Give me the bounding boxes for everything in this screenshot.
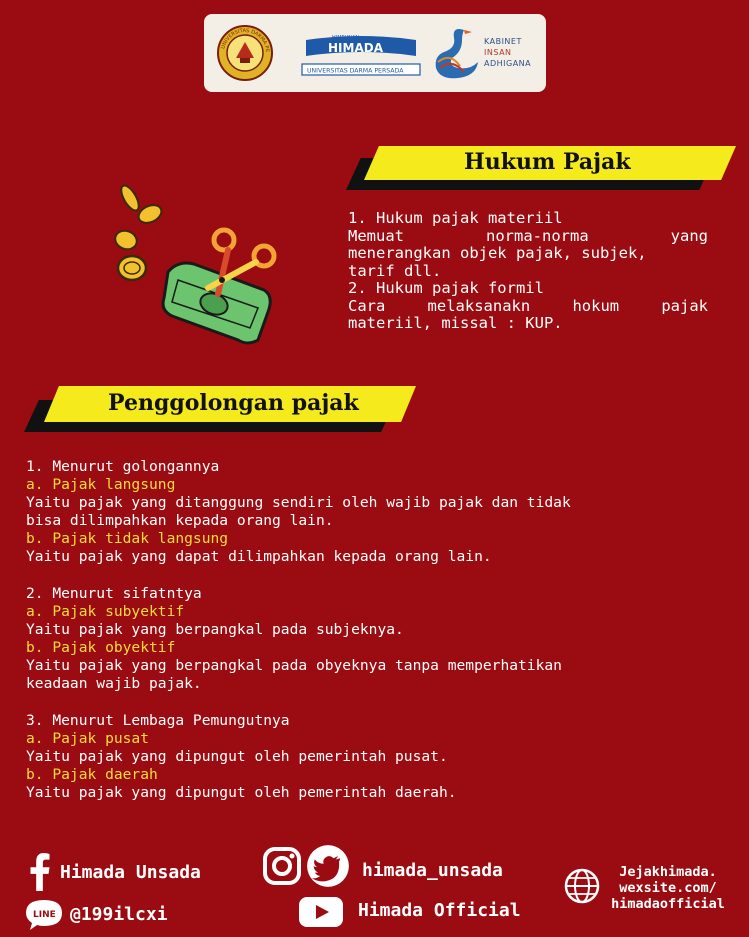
hukum-pajak-content — [348, 210, 708, 333]
website-link[interactable] — [604, 864, 732, 912]
section1-item-b: b. Pajak tidak langsung — [26, 530, 229, 547]
youtube-label[interactable]: Himada Official — [358, 900, 521, 921]
penggolongan-title: Penggolongan pajak — [108, 390, 359, 416]
himada-small-text: HIMPUNAN — [332, 35, 360, 41]
hukum-line2: Memuat norma-norma yang — [348, 226, 708, 245]
penggolongan-banner — [24, 386, 416, 436]
penggolongan-content — [26, 458, 726, 802]
website-line1: Jejakhimada. — [619, 864, 717, 880]
logo-strip — [204, 14, 546, 92]
hukum-line4: tarif dll. — [348, 261, 442, 280]
coin-icon — [113, 183, 165, 280]
section3-item-b-desc: Yaitu pajak yang dipungut oleh pemerintah daerah. — [26, 784, 457, 801]
section2-item-a: a. Pajak subyektif — [26, 603, 185, 620]
section1-item-a-desc1: Yaitu pajak yang ditanggung sendiri oleh wajib pajak dan tidak — [26, 494, 571, 511]
section2-item-b-desc2: keadaan wajib pajak. — [26, 675, 202, 692]
section2-item-b-desc1: Yaitu pajak yang berpangkal pada obyeknya tanpa memperhatikan — [26, 657, 562, 674]
section1-item-b-desc: Yaitu pajak yang dapat dilimpahkan kepada orang lain. — [26, 548, 492, 565]
hukum-pajak-title: Hukum Pajak — [464, 149, 631, 175]
section3-item-a: a. Pajak pusat — [26, 730, 150, 747]
website-line3: himadaofficial — [611, 896, 725, 912]
himada-text: HIMADA — [328, 41, 383, 55]
hukum-pajak-banner — [346, 146, 736, 194]
hukum-line6: Cara melaksanakn hokum pajak — [348, 296, 708, 315]
hukum-line7: materiil, missal : KUP. — [348, 314, 563, 332]
website-line2: wexsite.com/ — [619, 880, 717, 896]
himada-university-text: UNIVERSITAS DARMA PERSADA — [307, 67, 404, 75]
line-icon-label: LINE — [33, 910, 56, 920]
facebook-label[interactable]: Himada Unsada — [60, 862, 201, 883]
instagram-twitter-handle[interactable]: himada_unsada — [362, 860, 503, 881]
section3-heading: 3. Menurut Lembaga Pemungutnya — [26, 712, 290, 729]
line-id[interactable]: @199ilcxi — [70, 904, 168, 925]
hukum-line3: menerangkan objek pajak, subjek, — [348, 244, 647, 262]
kabinet-line3: ADHIGANA — [484, 59, 532, 68]
swan-icon — [430, 22, 486, 86]
kabinet-line2: INSAN — [484, 48, 512, 57]
line-icon[interactable] — [24, 898, 64, 932]
hukum-line1: 1. Hukum pajak materiil — [348, 209, 563, 227]
section2-heading: 2. Menurut sifatntya — [26, 585, 202, 602]
hukum-line5: 2. Hukum pajak formil — [348, 279, 544, 297]
twitter-icon[interactable] — [306, 844, 350, 888]
banknote-icon — [163, 263, 270, 343]
globe-icon[interactable] — [564, 868, 600, 904]
section2-item-b: b. Pajak obyektif — [26, 639, 176, 656]
himada-logo — [298, 30, 424, 78]
section2-item-a-desc: Yaitu pajak yang berpangkal pada subjeknya. — [26, 621, 404, 638]
money-scissors-illustration — [98, 176, 294, 346]
section1-item-a-desc2: bisa dilimpahkan kepada orang lain. — [26, 512, 334, 529]
kabinet-line1: KABINET — [484, 37, 522, 46]
instagram-icon[interactable] — [262, 846, 302, 886]
youtube-icon[interactable] — [298, 896, 344, 928]
section3-item-a-desc: Yaitu pajak yang dipungut oleh pemerintah pusat. — [26, 748, 448, 765]
section1-heading: 1. Menurut golongannya — [26, 458, 220, 475]
section1-item-a: a. Pajak langsung — [26, 476, 176, 493]
kabinet-logo — [430, 22, 542, 86]
kabinet-text — [484, 36, 531, 69]
seal-text: UNIVERSITAS DARMA PE — [220, 27, 271, 53]
facebook-icon[interactable] — [30, 853, 50, 891]
university-seal-logo — [216, 24, 274, 82]
section3-item-b: b. Pajak daerah — [26, 766, 158, 783]
